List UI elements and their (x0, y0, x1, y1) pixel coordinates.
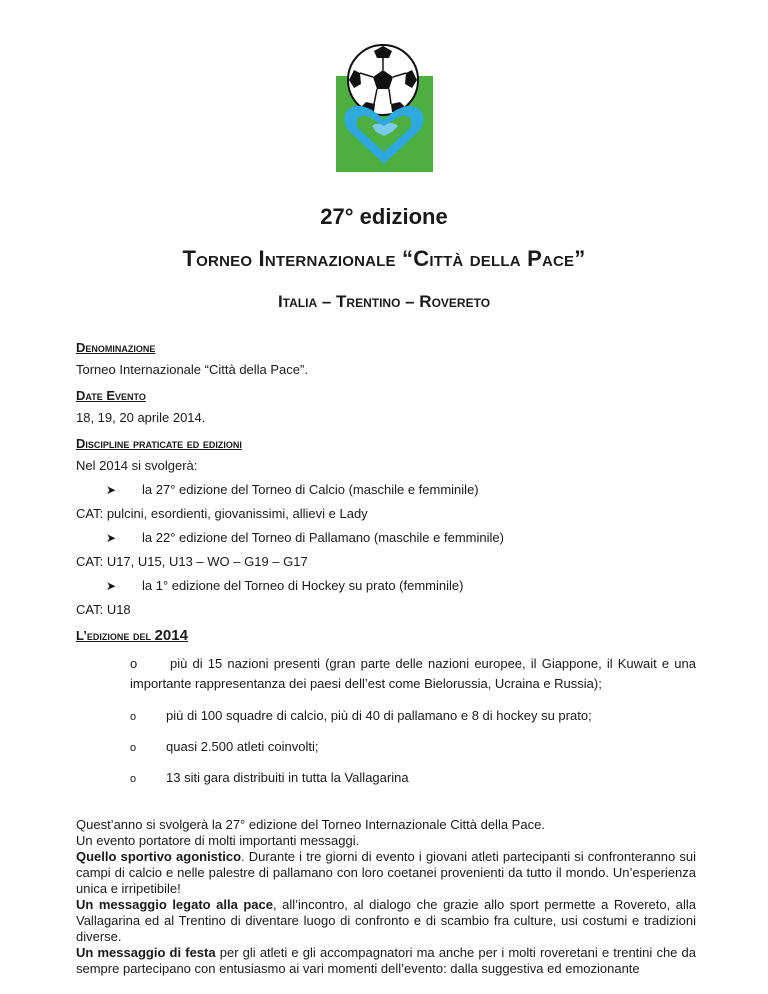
tournament-logo (336, 44, 433, 172)
list-item: o 13 siti gara distribuiti in tutta la Vallagarina (130, 770, 409, 785)
circle-bullet-icon: o (130, 656, 138, 671)
denominazione-text: Torneo Internazionale “Città della Pace”. (76, 362, 308, 377)
body-paragraph: Un messaggio legato alla pace, all’incontro, al dialogo che grazie allo sport permette a Rovereto, alla Vallagarina ed al Trentino di diventare luogo di confronto e di scambio fra culture, usi costumi e tradizioni diverse. (76, 897, 696, 944)
category-text: CAT: pulcini, esordienti, giovanissimi, allievi e Lady (76, 506, 368, 521)
heading-edizione: L’edizione del 2014 (76, 627, 188, 644)
soccer-ball-icon (348, 45, 418, 115)
edition-title: 27° edizione (320, 204, 448, 229)
category-text: CAT: U17, U15, U13 – WO – G19 – G17 (76, 554, 308, 569)
list-item: o più di 100 squadre di calcio, più di 40 di pallamano e 8 di hockey su prato; (130, 708, 592, 723)
body-paragraph: Quello sportivo agonistico. Durante i tre giorni di evento i giovani atleti partecipanti si confronteranno sui campi di calcio e nelle palestre di pallamano con loro coetanei provenienti da tutto il mondo. Un’esperienza unica e irripetibile! (76, 849, 696, 896)
list-item: ➤ la 27° edizione del Torneo di Calcio (maschile e femminile) (106, 482, 479, 497)
list-item: o quasi 2.500 atleti coinvolti; (130, 739, 319, 754)
circle-bullet-icon: o (130, 711, 137, 723)
circle-bullet-icon: o (130, 773, 137, 785)
heading-date: Date Evento (76, 388, 146, 403)
document-content (76, 340, 696, 977)
body-line: Quest’anno si svolgerà la 27° edizione del Torneo Internazionale Città della Pace. (76, 817, 545, 832)
list-item: ➤ la 1° edizione del Torneo di Hockey su prato (femminile) (106, 578, 464, 593)
date-text: 18, 19, 20 aprile 2014. (76, 410, 206, 425)
arrow-bullet-icon: ➤ (106, 579, 117, 593)
body-line: Un evento portatore di molti importanti messaggi. (76, 833, 360, 848)
arrow-bullet-icon: ➤ (106, 531, 117, 545)
location-subtitle: Italia – Trentino – Rovereto (277, 292, 491, 311)
arrow-bullet-icon: ➤ (106, 483, 117, 497)
body-paragraph: Un messaggio di festa per gli atleti e gli accompagnatori ma anche per i molti roveretani e trentini che da sempre partecipano con entusiasmo ai vari momenti dell’evento: dalla suggestiva ed emozionante (76, 945, 697, 976)
list-item: ➤ la 22° edizione del Torneo di Pallamano (maschile e femminile) (106, 530, 504, 545)
body-text (76, 817, 696, 977)
tournament-title: Torneo Internazionale “Città della Pace” (182, 246, 586, 271)
discipline-intro: Nel 2014 si svolgerà: (76, 458, 198, 473)
category-text: CAT: U18 (76, 602, 131, 617)
list-item: o più di 15 nazioni presenti (gran parte delle nazioni europee, il Giappone, il Kuwait e una importante rappresentanza dei paesi dell’est come Bielorussia, Ucraina e Russia); (130, 656, 696, 691)
circle-bullet-icon: o (130, 742, 137, 754)
heading-discipline: Discipline praticate ed edizioni (76, 436, 242, 451)
heading-denominazione: Denominazione (76, 340, 156, 355)
